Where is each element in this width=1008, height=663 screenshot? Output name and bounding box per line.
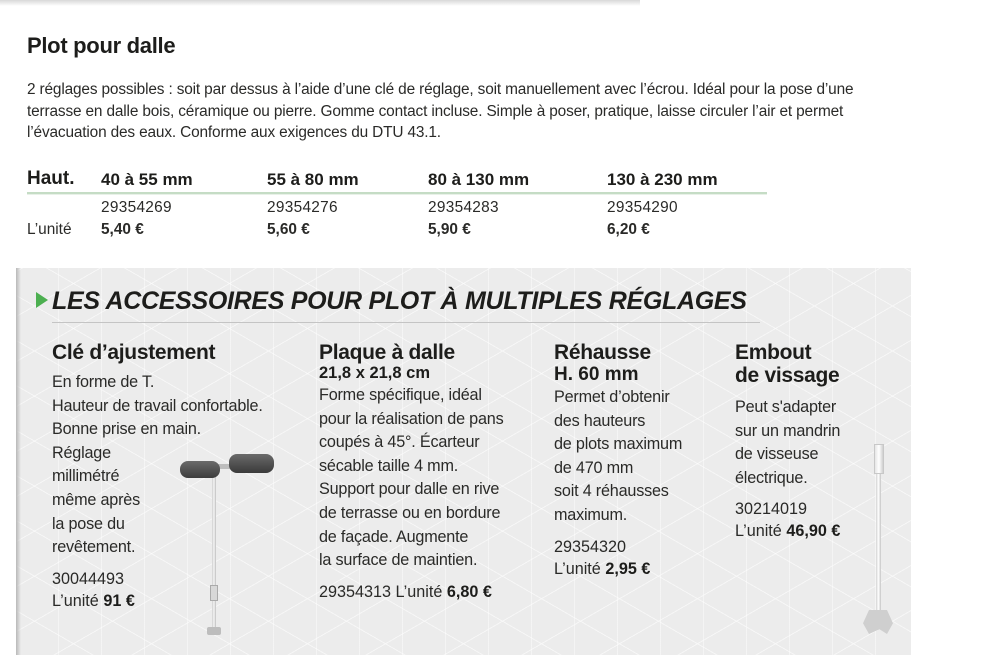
product-title: Plot pour dalle (27, 33, 176, 58)
accessory-cle-ajustement (52, 341, 312, 612)
unit-price: 5,90 € (428, 221, 471, 238)
t-key-shaft (212, 472, 216, 632)
spec-codes-row (27, 199, 767, 221)
accessory-embout-de-vissage (735, 341, 875, 542)
description-line: soit 4 réhausses (554, 482, 669, 501)
description-line: Peut s'adapter (735, 398, 837, 416)
panel-shadow-edge (16, 268, 21, 655)
unit-price-label: L’unité (27, 221, 72, 238)
description-line: même après (52, 490, 140, 509)
play-triangle-icon (36, 292, 48, 308)
accessory-name: Clé d’ajustement (52, 341, 216, 364)
unit-price: 91 € (103, 591, 135, 610)
t-key-tip (207, 627, 221, 635)
description-line: maximum. (554, 505, 628, 524)
spec-header-row (27, 168, 767, 194)
accessory-price-line (52, 590, 312, 612)
spec-table (27, 168, 767, 243)
description-line: Forme spécifique, idéal (319, 386, 482, 404)
description-line: Bonne prise en main. (52, 420, 201, 439)
description-line: la pose du (52, 514, 125, 533)
accessory-price-line (554, 558, 724, 580)
description-line: Permet d’obtenir (554, 388, 670, 406)
description-line: de visseuse (735, 445, 819, 464)
bit-shaft (876, 474, 881, 614)
accessory-height: H. 60 mm (554, 364, 639, 385)
accessory-code: 29354313 (319, 582, 392, 601)
description-line: millimétré (52, 467, 120, 486)
accessory-name (735, 341, 875, 387)
description-line: pour la réalisation de pans (319, 409, 504, 428)
description-line: Hauteur de travail confortable. (52, 396, 263, 415)
unit-price-label: L’unité (554, 559, 601, 578)
t-key-handle-left (180, 461, 220, 478)
unit-price: 46,90 € (786, 522, 841, 541)
description-line: de 470 mm (554, 458, 634, 477)
accessory-name-line: Embout (735, 341, 812, 364)
description-line: de terrasse ou en bordure (319, 503, 501, 522)
t-key-handle-right (229, 454, 274, 473)
description-line: de façade. Augmente (319, 527, 469, 546)
t-key-sleeve (210, 585, 218, 601)
height-label: Haut. (27, 168, 75, 189)
accessory-description (554, 386, 724, 528)
unit-price: 6,80 € (446, 582, 492, 601)
accessory-price-line (319, 581, 544, 603)
description-line: la surface de maintien. (319, 551, 478, 570)
bit-hex-shank (874, 444, 884, 474)
height-column: 40 à 55 mm (101, 170, 193, 189)
product-code: 29354290 (607, 199, 678, 216)
unit-price: 2,95 € (605, 559, 651, 578)
unit-price-label: L’unité (52, 591, 99, 610)
accessory-code: 29354320 (554, 537, 627, 556)
accessory-name: Réhausse (554, 341, 651, 364)
product-code: 29354269 (101, 199, 172, 216)
height-column: 130 à 230 mm (607, 170, 718, 189)
accessory-price-line (735, 520, 875, 542)
description-line: En forme de T. (52, 373, 155, 391)
description-line: sur un mandrin (735, 421, 841, 440)
accessory-rehausse (554, 341, 724, 580)
accessory-name-line: de vissage (735, 364, 840, 387)
accessory-code: 30214019 (735, 500, 808, 519)
accessory-description (735, 396, 875, 490)
accessory-dimensions: 21,8 x 21,8 cm (319, 364, 431, 382)
unit-price: 5,60 € (267, 221, 310, 238)
accessory-name: Plaque à dalle (319, 341, 455, 364)
description-line: Réglage (52, 443, 111, 462)
product-description: 2 réglages possibles : soit par dessus à l’aide d’une clé de réglage, soit manuellement avec l’écrou. Idéal pour la pose d’une terrasse en dalle bois, céramique ou pierre. Gomme contact incluse. Simple à poser, pratique, laisse circuler l’air et permet l’évacuation des eaux. Conforme aux exigences du DTU 43.1. (27, 81, 854, 141)
description-line: Support pour dalle en rive (319, 480, 500, 499)
unit-price-label: L’unité (395, 582, 443, 601)
unit-price: 5,40 € (101, 221, 144, 238)
accessory-code: 30044493 (52, 569, 125, 588)
description-line: électrique. (735, 468, 808, 487)
accessory-description (319, 384, 544, 573)
spec-prices-row (27, 221, 767, 243)
heading-divider (52, 322, 760, 323)
height-column: 80 à 130 mm (428, 170, 530, 189)
height-column: 55 à 80 mm (267, 170, 359, 189)
description-line: coupés à 45°. Écarteur (319, 433, 480, 452)
description-line: revêtement. (52, 538, 136, 557)
description-line: des hauteurs (554, 411, 646, 430)
product-code: 29354283 (428, 199, 499, 216)
accessories-heading: LES ACCESSOIRES POUR PLOT À MULTIPLES RÉGLAGES (52, 287, 747, 315)
unit-price-label: L’unité (735, 522, 782, 541)
unit-price: 6,20 € (607, 221, 650, 238)
product-code: 29354276 (267, 199, 338, 216)
previous-section-edge (0, 0, 640, 6)
description-line: sécable taille 4 mm. (319, 456, 459, 475)
description-line: de plots maximum (554, 435, 683, 454)
accessory-plaque-a-dalle (319, 341, 544, 603)
